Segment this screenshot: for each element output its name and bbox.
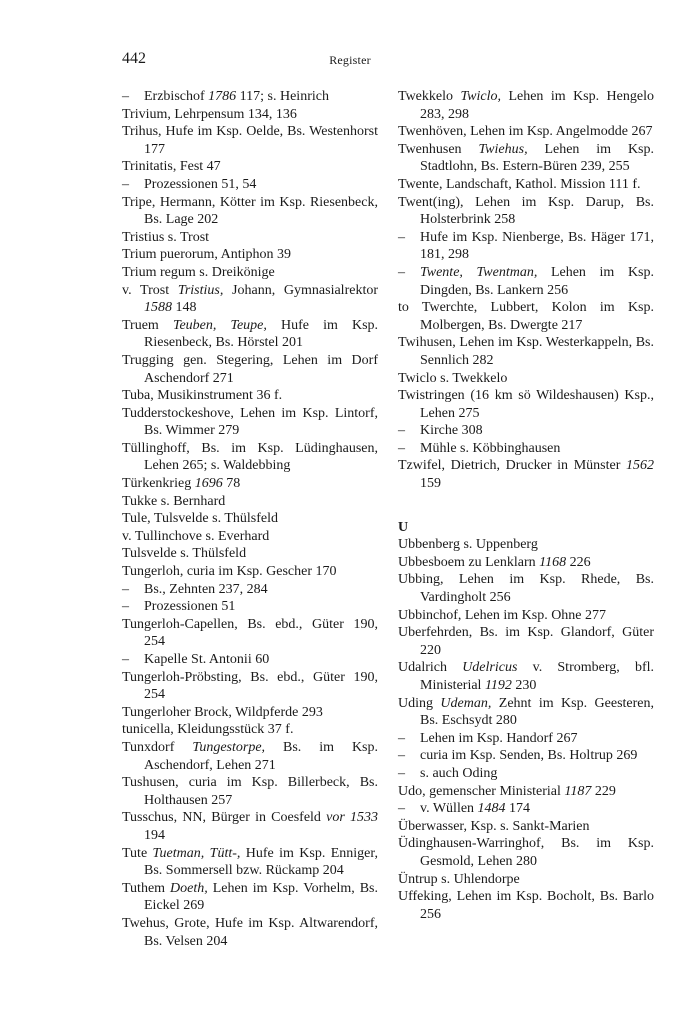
index-entry xyxy=(122,246,378,264)
subentry-dash: – xyxy=(122,652,129,667)
entry-text: v. Tullinchove s. Everhard xyxy=(122,528,270,544)
index-entry xyxy=(398,835,654,870)
entry-text: Tungerloh, curia im Ksp. Gescher 170 xyxy=(122,564,337,580)
index-subentry xyxy=(122,176,378,194)
entry-text: Lehen im Ksp. Stadtlohn, Bs. Estern-Büren 239, 255 xyxy=(420,141,654,175)
entry-text: Uberfehrden, Bs. im Ksp. Glandorf, Güter 220 xyxy=(398,625,654,658)
index-entry xyxy=(122,282,378,317)
index-entry xyxy=(398,457,654,492)
entry-text: Twente, Landschaft, Kathol. Mission 111 f. xyxy=(398,176,641,192)
index-entry xyxy=(122,264,378,282)
index-entry xyxy=(398,141,654,176)
entry-text: Tungerloher Brock, Wildpferde 293 xyxy=(122,704,323,720)
entry-text: Hufe im Ksp. Enniger, Bs. Sommersell bzw. Rückamp 204 xyxy=(144,845,378,879)
entry-text: Überwasser, Ksp. s. Sankt-Marien xyxy=(398,818,590,834)
index-column-right xyxy=(398,88,654,923)
entry-text: 230 xyxy=(511,678,537,693)
index-subentry xyxy=(398,730,654,748)
entry-text: Trium regum s. Dreikönige xyxy=(122,264,275,280)
entry-text: Prozessionen 51, 54 xyxy=(144,176,257,192)
entry-text: Twehus, Grote, Hufe im Ksp. Altwarendorf, Bs. Velsen 204 xyxy=(122,915,378,949)
entry-text: Erzbischof xyxy=(144,89,209,104)
entry-text: Twent(ing), Lehen im Ksp. Darup, Bs. Holsterbrink 258 xyxy=(398,194,654,228)
entry-text: 194 xyxy=(144,827,165,843)
entry-text: tunicella, Kleidungsstück 37 f. xyxy=(122,722,294,738)
entry-text: to Twerchte, Lubbert, Kolon im Ksp. Molbergen, Bs. Dwergte 217 xyxy=(398,300,654,333)
index-entry xyxy=(122,774,378,809)
index-entry xyxy=(122,123,378,158)
entry-text: v. Stromberg, bfl. Ministerial xyxy=(420,660,654,693)
entry-text: Tunxdorf xyxy=(122,739,193,755)
index-entry xyxy=(122,845,378,880)
index-subentry xyxy=(122,581,378,599)
index-entry xyxy=(122,880,378,915)
section-letter xyxy=(398,519,654,537)
entry-text: Bs. im Ksp. Aschendorf, Lehen 271 xyxy=(144,739,378,773)
entry-text: Tüllinghoff, Bs. im Ksp. Lüdinghausen, Lehen 265; s. Waldebbing xyxy=(122,440,378,474)
index-subentry xyxy=(398,800,654,818)
index-entry xyxy=(398,659,654,694)
italic-text: 1168 xyxy=(539,554,567,570)
index-entry xyxy=(398,88,654,123)
italic-text: Tristius, xyxy=(177,282,224,298)
index-entry xyxy=(122,721,378,739)
index-entry xyxy=(398,871,654,889)
entry-text: Trinitatis, Fest 47 xyxy=(122,159,221,175)
entry-text: Truem xyxy=(122,317,173,333)
entry-text: Tristius s. Trost xyxy=(122,229,210,245)
index-entry xyxy=(122,158,378,176)
entry-text: Kapelle St. Antonii 60 xyxy=(144,652,270,667)
entry-text: Tule, Tulsvelde s. Thülsfeld xyxy=(122,511,278,527)
subentry-dash: – xyxy=(398,730,405,746)
italic-text: 1562 xyxy=(626,458,654,474)
index-entry xyxy=(398,387,654,422)
index-entry xyxy=(398,370,654,388)
index-entry xyxy=(398,554,654,572)
index-entry xyxy=(398,123,654,141)
index-subentry xyxy=(398,229,654,264)
subentry-dash: – xyxy=(398,440,405,456)
entry-text: Trugging gen. Stegering, Lehen im Dorf Aschendorf 271 xyxy=(122,352,378,386)
index-entry xyxy=(122,510,378,528)
entry-text: Twihusen, Lehen im Ksp. Westerkappeln, Bs. Sennlich 282 xyxy=(398,335,654,368)
italic-text: 1588 xyxy=(144,300,172,316)
entry-text: Hufe im Ksp. Nienberge, Bs. Häger 171, 181, 298 xyxy=(420,229,654,263)
entry-text: Tungerloh-Pröbsting, Bs. ebd., Güter 190, 254 xyxy=(122,669,378,703)
letter-section-gap xyxy=(398,493,654,519)
index-entry xyxy=(398,818,654,836)
entry-text: Türkenkrieg xyxy=(122,476,195,492)
entry-text: Zehnt im Ksp. Geesteren, Bs. Eschsydt 280 xyxy=(420,695,654,729)
entry-text: Mühle s. Köbbinghausen xyxy=(420,440,561,456)
index-entry xyxy=(122,352,378,387)
index-subentry xyxy=(398,264,654,299)
italic-text: vor 1533 xyxy=(326,810,378,826)
subentry-dash: – xyxy=(122,599,129,615)
index-entry xyxy=(122,704,378,722)
index-entry xyxy=(398,783,654,801)
entry-text: Tute xyxy=(122,845,153,861)
entry-text: 148 xyxy=(172,300,197,316)
entry-text: Trium puerorum, Antiphon 39 xyxy=(122,247,292,263)
index-entry xyxy=(398,194,654,229)
index-entry xyxy=(398,334,654,369)
entry-text: Twekkelo xyxy=(398,89,461,104)
subentry-dash: – xyxy=(398,765,405,781)
italic-text: Udelricus xyxy=(462,660,518,676)
entry-text: Üntrup s. Uhlendorpe xyxy=(398,871,520,887)
italic-text: 1786 xyxy=(208,89,237,104)
subentry-dash: – xyxy=(398,423,405,439)
entry-text: Tulsvelde s. Thülsfeld xyxy=(122,546,247,562)
subentry-dash: – xyxy=(398,748,405,764)
entry-text: Tushusen, curia im Ksp. Billerbeck, Bs. Holthausen 257 xyxy=(122,775,378,808)
entry-text: Tuthem xyxy=(122,880,171,896)
italic-text: 1192 xyxy=(484,678,512,693)
index-column-left xyxy=(122,88,378,950)
italic-text: Twente, Twentman, xyxy=(420,264,538,280)
index-entry xyxy=(398,888,654,923)
entry-text: Ubbesboem zu Lenklarn xyxy=(398,554,540,570)
subentry-dash: – xyxy=(122,581,129,597)
entry-text: Tzwifel, Dietrich, Drucker in Münster xyxy=(398,458,626,474)
entry-text: Lehen im Ksp. Hengelo 283, 298 xyxy=(420,89,654,122)
index-subentry xyxy=(398,422,654,440)
entry-text: Lehen im Ksp. Vorhelm, Bs. Eickel 269 xyxy=(144,880,378,914)
index-entry xyxy=(122,475,378,493)
entry-text: 226 xyxy=(566,554,591,570)
index-subentry xyxy=(398,440,654,458)
index-entry xyxy=(122,194,378,229)
entry-text: 117; s. Heinrich xyxy=(236,89,329,104)
entry-text: 174 xyxy=(505,801,531,817)
page-number: 442 xyxy=(122,50,146,67)
entry-text: Uffeking, Lehen im Ksp. Bocholt, Bs. Barlo 256 xyxy=(398,889,654,922)
entry-text: Tudderstockeshove, Lehen im Ksp. Lintorf, Bs. Wimmer 279 xyxy=(122,405,378,439)
italic-text: Tungestorpe, xyxy=(192,739,266,755)
entry-text: Bs., Zehnten 237, 284 xyxy=(144,581,268,597)
running-head: Register xyxy=(329,53,371,67)
entry-text: Tuba, Musikinstrument 36 f. xyxy=(122,388,283,404)
entry-text: Kirche 308 xyxy=(420,423,483,439)
italic-text: Teuben, Teupe, xyxy=(172,317,267,333)
entry-text: U xyxy=(398,519,409,535)
entry-text: Ubbenberg s. Uppenberg xyxy=(398,537,538,553)
entry-text: curia im Ksp. Senden, Bs. Holtrup 269 xyxy=(420,748,638,764)
index-entry xyxy=(122,387,378,405)
entry-text: 229 xyxy=(591,783,616,799)
index-entry xyxy=(398,607,654,625)
index-entry xyxy=(122,545,378,563)
entry-text: Prozessionen 51 xyxy=(144,599,236,615)
index-entry xyxy=(398,695,654,730)
entry-text: Üdinghausen-Warringhof, Bs. im Ksp. Gesmold, Lehen 280 xyxy=(398,836,654,869)
italic-text: Udeman, xyxy=(440,695,492,711)
entry-text: s. auch Oding xyxy=(420,765,498,781)
index-entry xyxy=(398,299,654,334)
subentry-dash: – xyxy=(398,229,405,245)
index-entry xyxy=(122,528,378,546)
entry-text: 78 xyxy=(222,476,241,492)
entry-text: Twenhusen xyxy=(398,141,479,157)
italic-text: 1696 xyxy=(194,476,223,492)
entry-text: Tripe, Hermann, Kötter im Ksp. Riesenbeck, Bs. Lage 202 xyxy=(122,194,378,228)
index-entry xyxy=(122,440,378,475)
index-subentry xyxy=(122,651,378,669)
entry-text: Ubbing, Lehen im Ksp. Rhede, Bs. Vardingholt 256 xyxy=(398,572,654,606)
italic-text: 1484 xyxy=(477,801,506,817)
index-subentry xyxy=(122,88,378,106)
index-entry xyxy=(398,624,654,659)
index-entry xyxy=(122,106,378,124)
index-subentry xyxy=(398,747,654,765)
index-entry xyxy=(122,229,378,247)
subentry-dash: – xyxy=(398,801,405,817)
index-entry xyxy=(398,536,654,554)
entry-text: Twiclo s. Twekkelo xyxy=(398,370,508,386)
entry-text: Johann, Gymnasialrektor xyxy=(223,282,378,298)
subentry-dash: – xyxy=(122,176,129,192)
entry-text: Twenhöven, Lehen im Ksp. Angelmodde 267 xyxy=(398,124,653,140)
index-subentry xyxy=(398,765,654,783)
index-entry xyxy=(122,493,378,511)
index-entry xyxy=(122,739,378,774)
index-entry xyxy=(122,616,378,651)
entry-text: Uding xyxy=(398,695,441,711)
italic-text: Twiehus, xyxy=(478,141,528,157)
entry-text: Ubbinchof, Lehen im Ksp. Ohne 277 xyxy=(398,607,607,623)
entry-text: Trivium, Lehrpensum 134, 136 xyxy=(122,106,297,122)
entry-text: Tungerloh-Capellen, Bs. ebd., Güter 190, 254 xyxy=(122,616,378,650)
entry-text: Udalrich xyxy=(398,660,463,676)
subentry-dash: – xyxy=(122,89,129,104)
entry-text: Twistringen (16 km sö Wildeshausen) Ksp., Lehen 275 xyxy=(398,388,654,421)
entry-text: 159 xyxy=(420,476,441,492)
entry-text: Lehen im Ksp. Dingden, Bs. Lankern 256 xyxy=(420,264,654,298)
entry-text: Trihus, Hufe im Ksp. Oelde, Bs. Westenhorst 177 xyxy=(122,124,378,157)
index-entry xyxy=(398,571,654,606)
entry-text: Hufe im Ksp. Riesenbeck, Bs. Hörstel 201 xyxy=(144,317,379,351)
entry-text: Tukke s. Bernhard xyxy=(122,493,226,509)
subentry-dash: – xyxy=(398,264,405,280)
entry-text: Tusschus, NN, Bürger in Coesfeld xyxy=(122,810,327,826)
entry-text: Lehen im Ksp. Handorf 267 xyxy=(420,730,578,746)
entry-text: v. Trost xyxy=(122,282,178,298)
index-subentry xyxy=(122,598,378,616)
index-entry xyxy=(122,405,378,440)
index-entry xyxy=(122,809,378,844)
index-entry xyxy=(122,563,378,581)
italic-text: 1187 xyxy=(564,783,592,799)
italic-text: Twiclo, xyxy=(460,89,502,104)
index-entry xyxy=(122,669,378,704)
italic-text: Doeth, xyxy=(170,880,208,896)
index-entry xyxy=(122,317,378,352)
italic-text: Tuetman, Tütt-, xyxy=(152,845,241,861)
index-entry xyxy=(122,915,378,950)
entry-text: v. Wüllen xyxy=(420,801,478,817)
entry-text: Udo, gemenscher Ministerial xyxy=(398,783,565,799)
index-entry xyxy=(398,176,654,194)
